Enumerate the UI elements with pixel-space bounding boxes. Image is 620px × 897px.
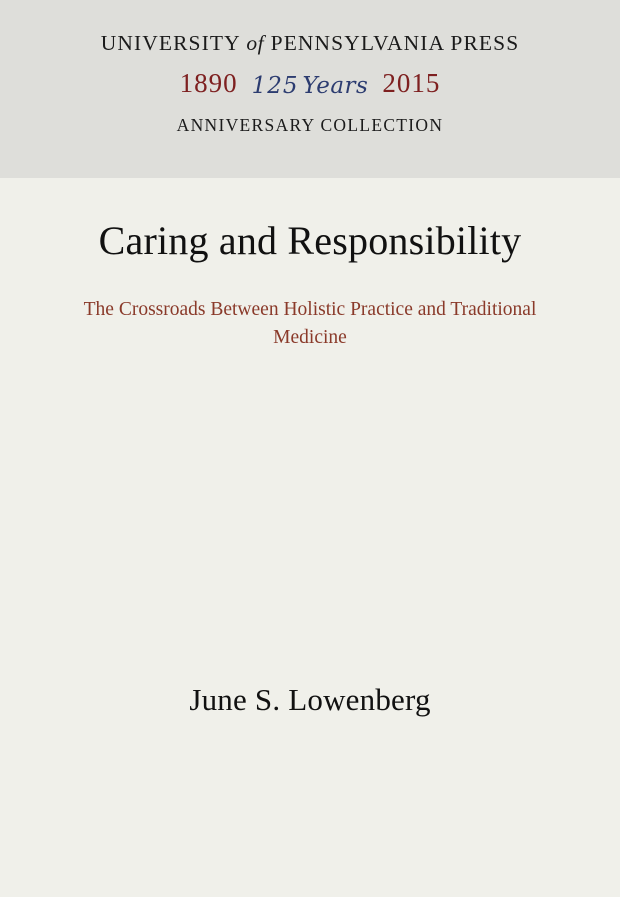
anniversary-number: 125 bbox=[251, 73, 299, 99]
anniversary-word: Years bbox=[302, 73, 369, 99]
anniversary-script bbox=[252, 73, 369, 99]
anniversary-banner bbox=[0, 0, 620, 178]
book-subtitle: The Crossroads Between Holistic Practice and Traditional Medicine bbox=[83, 299, 537, 349]
collection-label: ANNIVERSARY COLLECTION bbox=[176, 115, 444, 135]
book-title: Caring and Responsibility bbox=[98, 218, 522, 263]
publisher-name-part2: PENNSYLVANIA PRESS bbox=[270, 31, 520, 55]
anniversary-years-row bbox=[0, 68, 620, 99]
publisher-name-part1: UNIVERSITY bbox=[100, 31, 240, 55]
book-author: June S. Lowenberg bbox=[189, 682, 431, 717]
publisher-name-of: of bbox=[246, 31, 265, 55]
publisher-name bbox=[0, 31, 620, 56]
year-end: 2015 bbox=[382, 68, 441, 98]
year-start: 1890 bbox=[179, 68, 238, 98]
